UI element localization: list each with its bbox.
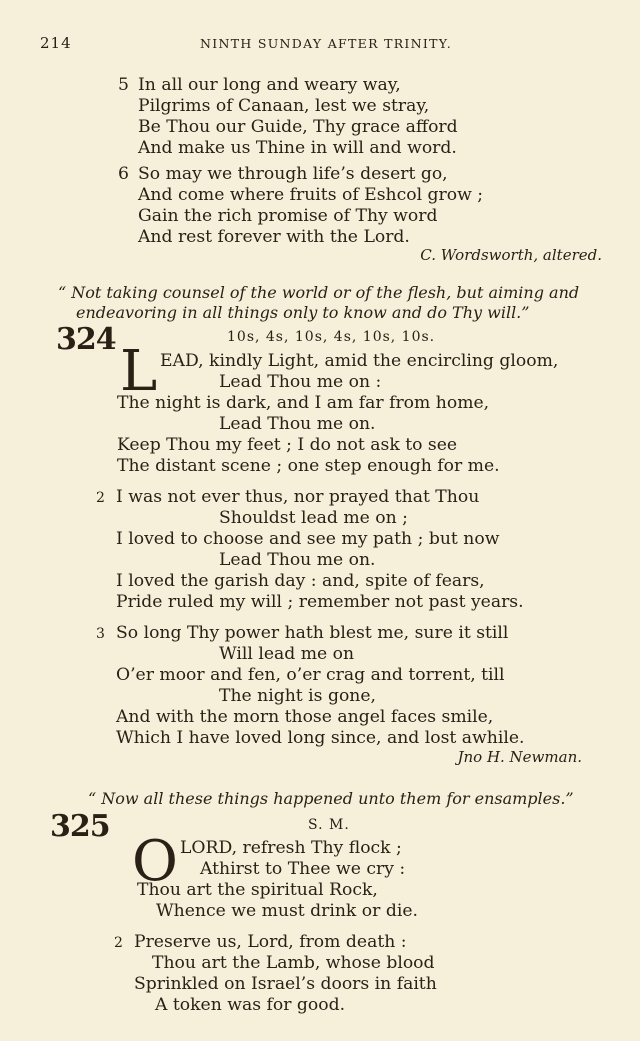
stanza-line: LORD, refresh Thy flock ; (180, 838, 402, 858)
stanza-line: Thou art the Lamb, whose blood (152, 953, 435, 973)
stanza-line: Which I have loved long since, and lost awhile. (116, 728, 525, 748)
stanza-line: Keep Thou my feet ; I do not ask to see (117, 435, 458, 455)
stanza-line: And come where fruits of Eshcol grow ; (138, 185, 484, 205)
stanza-line: Lead Thou me on : (219, 372, 382, 392)
stanza-number: 2 (114, 935, 123, 951)
stanza-line: Lead Thou me on. (219, 414, 376, 434)
stanza-line: Will lead me on (219, 644, 355, 664)
epigraph-line: endeavoring in all things only to know and do Thy will.” (76, 303, 530, 322)
stanza-line: Be Thou our Guide, Thy grace afford (138, 117, 458, 137)
stanza-line: The night is gone, (219, 686, 377, 706)
stanza-line: Athirst to Thee we cry : (200, 859, 406, 879)
stanza-line: The night is dark, and I am far from home, (117, 393, 490, 413)
hymn-meter: S. M. (308, 817, 350, 833)
epigraph-line: “ Now all these things happened unto them for ensamples.” (88, 789, 574, 808)
stanza-number: 5 (118, 75, 129, 95)
drop-cap: L (120, 339, 158, 404)
stanza-line: And rest forever with the Lord. (138, 227, 410, 247)
stanza-line: 6 So may we through life’s desert go, (118, 164, 448, 184)
stanza-line: A token was for good. (155, 995, 346, 1015)
stanza-number: 3 (96, 626, 105, 642)
stanza-line: And with the morn those angel faces smile, (116, 707, 494, 727)
stanza-line: Sprinkled on Israel’s doors in faith (134, 974, 437, 994)
hymn-number: 324 (56, 322, 116, 357)
page-number: 214 (40, 34, 72, 52)
stanza-line: Pride ruled my will ; remember not past years. (116, 592, 524, 612)
stanza-number: 6 (118, 164, 129, 184)
page-header (40, 34, 600, 56)
hymn-meter: 10s, 4s, 10s, 4s, 10s, 10s. (227, 329, 436, 345)
hymn-number: 325 (50, 809, 110, 844)
stanza-line: 5 In all our long and weary way, (118, 75, 401, 95)
stanza-line: I loved the garish day : and, spite of fears, (116, 571, 485, 591)
stanza-line: The distant scene ; one step enough for me. (117, 456, 500, 476)
stanza-line: Pilgrims of Canaan, lest we stray, (138, 96, 430, 116)
stanza-number: 2 (96, 490, 105, 506)
attribution: Jno H. Newman. (457, 748, 582, 766)
stanza-line: 2 I was not ever thus, nor prayed that Thou (96, 487, 480, 507)
stanza-line: Thou art the spiritual Rock, (137, 880, 378, 900)
epigraph-line: “ Not taking counsel of the world or of the flesh, but aiming and (58, 283, 580, 302)
attribution: C. Wordsworth, altered. (420, 246, 602, 264)
stanza-line: 2 Preserve us, Lord, from death : (114, 932, 407, 952)
drop-cap: O (132, 829, 178, 894)
stanza-line: O’er moor and fen, o’er crag and torrent, till (116, 665, 505, 685)
stanza-line: 3 So long Thy power hath blest me, sure it still (96, 623, 509, 643)
stanza-line: Shouldst lead me on ; (219, 508, 408, 528)
stanza-line: Gain the rich promise of Thy word (138, 206, 438, 226)
stanza-line: EAD, kindly Light, amid the encircling gloom, (160, 351, 559, 371)
running-title: NINTH SUNDAY AFTER TRINITY. (200, 36, 452, 51)
stanza-line: I loved to choose and see my path ; but now (116, 529, 500, 549)
stanza-line: And make us Thine in will and word. (138, 138, 457, 158)
stanza-line: Whence we must drink or die. (156, 901, 418, 921)
stanza-line: Lead Thou me on. (219, 550, 376, 570)
